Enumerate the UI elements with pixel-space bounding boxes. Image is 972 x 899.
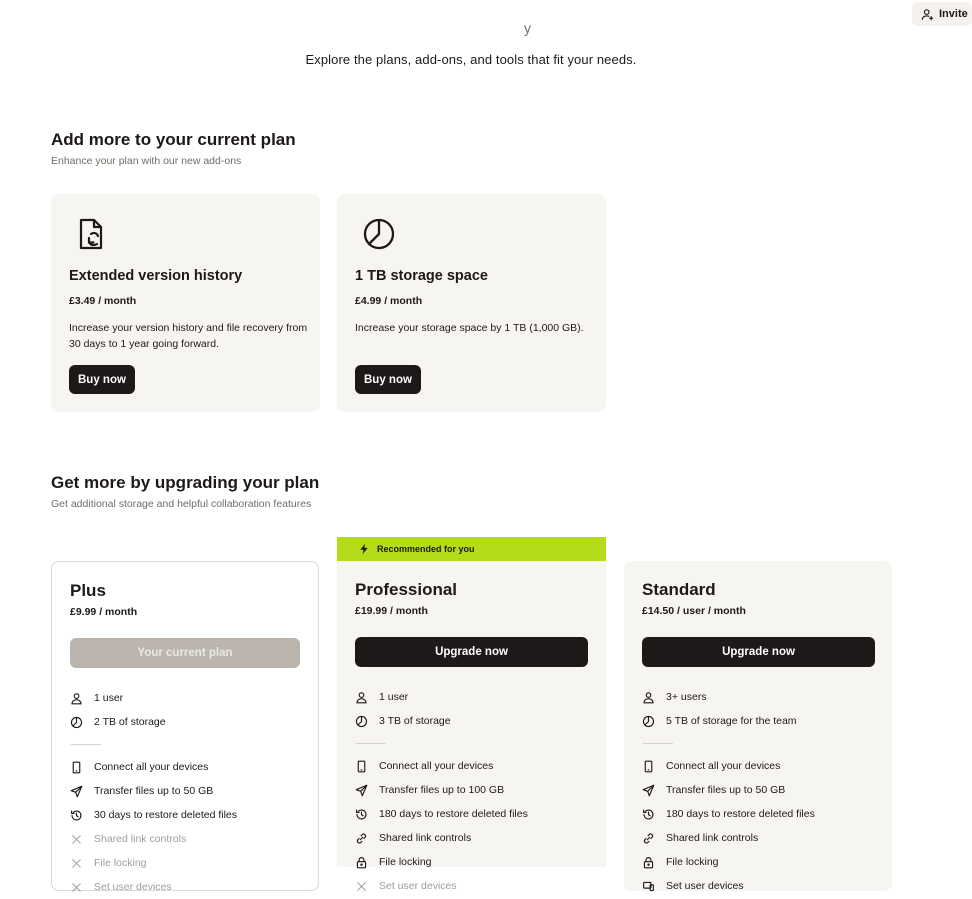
person-add-icon	[921, 8, 934, 21]
plan-name: Professional	[355, 580, 458, 599]
feature-text: File locking	[666, 856, 719, 868]
history-icon	[355, 808, 368, 821]
plan-card-standard	[624, 561, 892, 891]
addon-title: 1 TB storage space	[355, 268, 488, 284]
feature-item	[642, 802, 882, 826]
recommended-banner	[337, 537, 606, 561]
feature-text: 3 TB of storage	[379, 715, 451, 727]
buy-now-button[interactable]: Buy now	[69, 365, 135, 394]
feature-item	[642, 778, 882, 802]
feature-list	[70, 686, 310, 899]
recommended-label: Recommended for you	[377, 544, 475, 554]
feature-text: Set user devices	[666, 880, 744, 892]
feature-item	[70, 755, 310, 779]
feature-text: Shared link controls	[379, 832, 472, 844]
feature-item	[642, 826, 882, 850]
feature-text: File locking	[379, 856, 432, 868]
upgrade-now-button[interactable]: Upgrade now	[355, 637, 588, 667]
feature-text: 2 TB of storage	[94, 716, 166, 728]
feature-divider	[71, 744, 101, 745]
feature-item	[355, 850, 595, 874]
close-icon	[70, 857, 83, 870]
storage-pie-icon	[355, 715, 368, 728]
link-icon	[355, 832, 368, 845]
feature-item	[642, 850, 882, 874]
feature-item	[642, 709, 882, 733]
feature-item-disabled	[355, 874, 595, 898]
current-plan-button: Your current plan	[70, 638, 300, 668]
invite-label: Invite	[939, 8, 968, 20]
feature-item	[355, 754, 595, 778]
plan-price: £9.99 / month	[70, 606, 138, 618]
plan-card-professional	[337, 537, 606, 892]
user-icon	[642, 691, 655, 704]
feature-text: 1 user	[94, 692, 124, 704]
storage-pie-icon	[70, 716, 83, 729]
lightning-icon	[358, 543, 370, 555]
feature-text: Shared link controls	[94, 833, 187, 845]
feature-item	[642, 754, 882, 778]
feature-text: File locking	[94, 857, 147, 869]
feature-list	[642, 685, 882, 898]
history-icon	[642, 808, 655, 821]
addon-description: Increase your storage space by 1 TB (1,000 GB).	[355, 322, 584, 334]
feature-text: 1 user	[379, 691, 409, 703]
addon-price: £4.99 / month	[355, 295, 423, 307]
feature-text: 5 TB of storage for the team	[666, 715, 797, 727]
feature-item-disabled	[70, 875, 310, 899]
storage-pie-icon	[642, 715, 655, 728]
send-icon	[70, 785, 83, 798]
send-icon	[355, 784, 368, 797]
feature-text: Set user devices	[94, 881, 172, 893]
hero-title-fragment: y	[524, 20, 531, 36]
device-icon	[642, 760, 655, 773]
feature-divider	[356, 743, 386, 744]
feature-text: 180 days to restore deleted files	[379, 808, 528, 820]
addons-section-subtitle: Enhance your plan with our new add-ons	[51, 155, 242, 167]
feature-text: Transfer files up to 50 GB	[94, 785, 214, 797]
invite-button[interactable]	[912, 2, 972, 26]
feature-text: Transfer files up to 50 GB	[666, 784, 786, 796]
file-restore-icon	[75, 216, 111, 252]
close-icon	[355, 880, 368, 893]
plan-card-plus	[51, 561, 319, 891]
lock-icon	[642, 856, 655, 869]
feature-item	[355, 778, 595, 802]
device-icon	[355, 760, 368, 773]
link-icon	[642, 832, 655, 845]
feature-item	[355, 826, 595, 850]
feature-item	[355, 802, 595, 826]
send-icon	[642, 784, 655, 797]
addon-title: Extended version history	[69, 268, 243, 284]
feature-item	[355, 709, 595, 733]
user-icon	[70, 692, 83, 705]
feature-text: Connect all your devices	[666, 760, 781, 772]
feature-item-disabled	[70, 827, 310, 851]
upgrade-now-button[interactable]: Upgrade now	[642, 637, 875, 667]
upgrade-section-subtitle: Get additional storage and helpful collaboration features	[51, 498, 312, 510]
storage-pie-icon	[361, 216, 397, 252]
feature-item	[70, 803, 310, 827]
feature-item	[642, 874, 882, 898]
feature-text: 30 days to restore deleted files	[94, 809, 238, 821]
addon-description: Increase your version history and file recovery from 30 days to 1 year going forward.	[69, 322, 308, 350]
feature-item	[70, 779, 310, 803]
feature-item-disabled	[70, 851, 310, 875]
upgrade-section-title: Get more by upgrading your plan	[51, 473, 320, 492]
page-subtitle: Explore the plans, add-ons, and tools that fit your needs.	[305, 52, 637, 67]
addons-section-title: Add more to your current plan	[51, 130, 296, 149]
feature-item	[70, 686, 310, 710]
feature-text: Connect all your devices	[94, 761, 209, 773]
feature-divider	[643, 743, 673, 744]
plan-name: Standard	[642, 580, 716, 599]
plan-price: £14.50 / user / month	[642, 605, 746, 617]
devices-icon	[642, 880, 655, 893]
feature-text: 180 days to restore deleted files	[666, 808, 815, 820]
lock-icon	[355, 856, 368, 869]
addon-card-version-history	[51, 194, 320, 412]
plan-price: £19.99 / month	[355, 605, 428, 617]
device-icon	[70, 761, 83, 774]
history-icon	[70, 809, 83, 822]
feature-item	[642, 685, 882, 709]
feature-item	[70, 710, 310, 734]
close-icon	[70, 833, 83, 846]
feature-list	[355, 685, 595, 898]
user-icon	[355, 691, 368, 704]
feature-text: Shared link controls	[666, 832, 759, 844]
plan-name: Plus	[70, 581, 106, 600]
buy-now-button[interactable]: Buy now	[355, 365, 421, 394]
feature-text: Set user devices	[379, 880, 457, 892]
feature-text: 3+ users	[666, 691, 707, 703]
feature-text: Transfer files up to 100 GB	[379, 784, 505, 796]
addon-card-storage	[337, 194, 606, 412]
feature-text: Connect all your devices	[379, 760, 494, 772]
feature-item	[355, 685, 595, 709]
addon-price: £3.49 / month	[69, 295, 137, 307]
close-icon	[70, 881, 83, 894]
